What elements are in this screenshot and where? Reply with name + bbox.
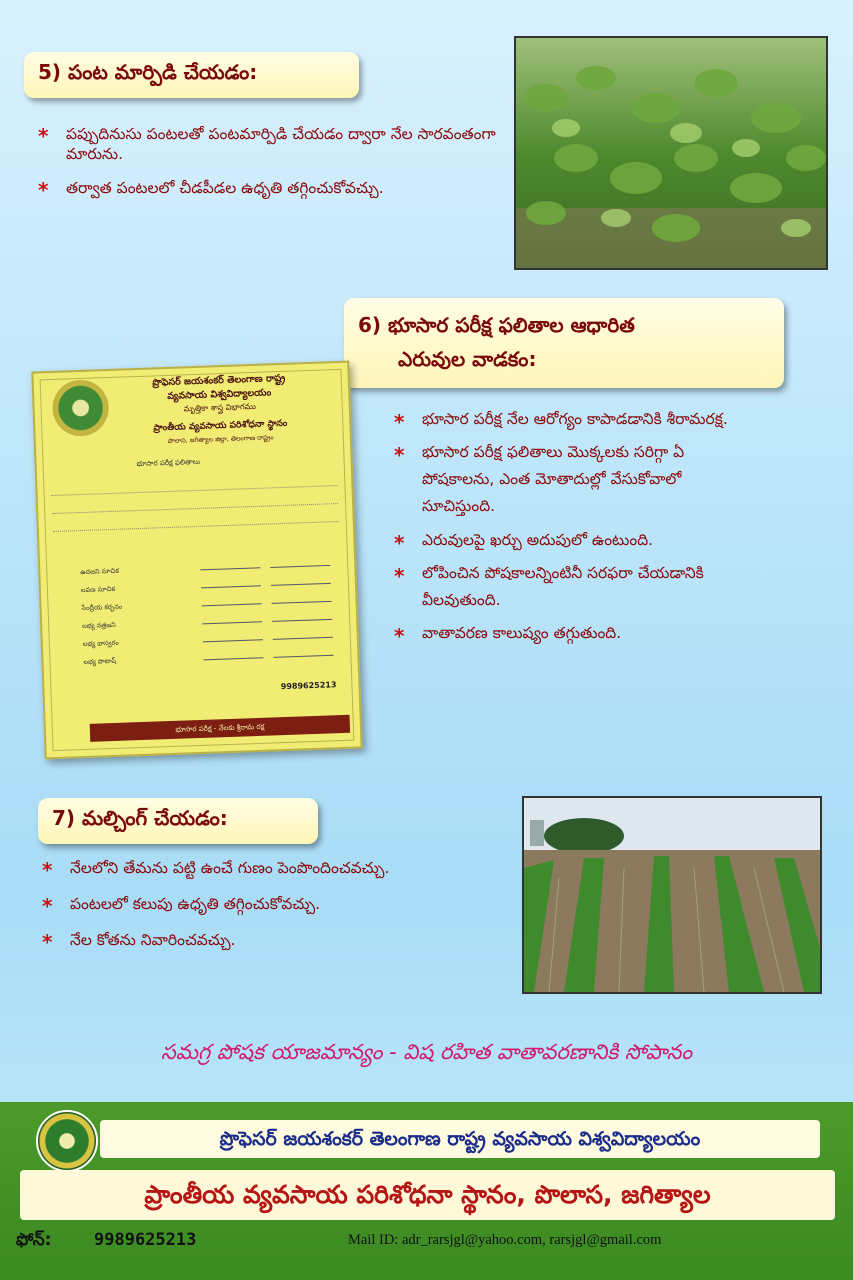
list-item: * భూసార పరీక్ష ఫలితాలు మొక్కలకు సరిగ్గా ఏ పోషకాలను, ఎంత మోతాదుల్లో వేసుకోవాలో సూచిస్తుంది. [394, 439, 744, 520]
card-title2: వ్యవసాయ విశ్వవిద్యాలయం [167, 387, 272, 402]
mulching-field-photo [522, 796, 822, 994]
section7-bullets [42, 858, 522, 966]
bullet-star-icon: * [42, 858, 53, 882]
pulse-crop-photo [514, 36, 828, 270]
card-address: పొలాస, జగిత్యాల జిల్లా, తెలంగాణ రాష్ట్రం [167, 433, 274, 445]
station-name: ప్రాంతీయ వ్యవసాయ పరిశోధనా స్థానం, పొలాస, జగిత్యాల [20, 1170, 835, 1220]
section5-heading-text: 5) పంట మార్పిడి చేయడం: [38, 60, 258, 84]
list-item: * వాతావరణ కాలుష్యం తగ్గుతుంది. [394, 620, 744, 647]
bullet-star-icon: * [394, 530, 405, 555]
card-station: ప్రాంతీయ వ్యవసాయ పరిశోధనా స్థానం [153, 418, 288, 434]
bullet-star-icon: * [394, 410, 405, 434]
footer-band [0, 1102, 853, 1280]
card-footer-band: భూసార పరీక్ష - నేలకు శ్రీరామ రక్ష [90, 715, 350, 742]
section7-heading [38, 798, 318, 844]
list-item: * లోపించిన పోషకాలన్నింటినీ సరఫరా చేయడానికి వీలవుతుంది. [394, 560, 744, 614]
list-item: * నేలలోని తేమను పట్టి ఉంచే గుణం పెంపొందించవచ్చు. [42, 858, 390, 882]
card-param: లభ్య నత్రజని [82, 620, 116, 631]
soil-test-card [31, 361, 362, 760]
section7-heading-text: 7) మల్చింగ్ చేయడం: [52, 806, 228, 830]
bullet-star-icon: * [38, 124, 49, 148]
list-item: * తర్వాత పంటలలో చీడపీడల ఉధృతి తగ్గించుకోవచ్చు. [38, 178, 384, 203]
list-item: * పంటలలో కలుపు ఉధృతి తగ్గించుకోవచ్చు. [42, 894, 321, 919]
section6-bullets [394, 406, 744, 653]
card-param: లవణ సూచిక [80, 584, 116, 595]
bullet-star-icon: * [394, 443, 405, 468]
bullet-star-icon: * [394, 563, 405, 588]
university-name: ప్రొఫెసర్ జయశంకర్ తెలంగాణ రాష్ట్ర వ్యవసాయ విశ్వవిద్యాలయం [100, 1120, 820, 1158]
card-param: లభ్య పొటాష్ [83, 656, 117, 667]
list-item: * ఎరువులపై ఖర్చు అదుపులో ఉంటుంది. [394, 527, 744, 554]
list-item: * నేల కోతను నివారించవచ్చు. [42, 930, 236, 955]
card-param: ఉదజని సూచిక [80, 566, 119, 577]
contact-row [0, 1228, 853, 1256]
bullet-star-icon: * [42, 894, 53, 919]
bullet-star-icon: * [38, 178, 49, 203]
card-phone: 9989625213 [280, 680, 337, 692]
list-item: * భూసార పరీక్ష నేల ఆరోగ్యం కాపాడడానికి శీరామరక్ష. [394, 406, 744, 433]
section6-heading-line1: 6) భూసార పరీక్ష ఫలితాల ఆధారిత [358, 313, 635, 337]
mail-ids[interactable]: Mail ID: adr_rarsjgl@yahoo.com, rarsjgl@gmail.com [348, 1232, 662, 1248]
mulching-field-image [524, 798, 820, 992]
card-param: సేంద్రీయ కర్బనం [81, 602, 123, 613]
list-item: * పప్పుదినుసు పంటలతో పంటమార్పిడి చేయడం ద్వారా నేల సారవంతంగా మారును. [38, 124, 496, 164]
university-emblem-icon [36, 1110, 98, 1172]
section5-heading [24, 52, 359, 98]
phone-number[interactable]: 9989625213 [94, 1230, 197, 1250]
card-param: లభ్య భాస్వరం [82, 638, 119, 649]
card-title1: ప్రొఫెసర్ జయశంకర్ తెలంగాణ రాష్ట్ర [152, 372, 286, 389]
bullet-star-icon: * [394, 623, 405, 648]
tagline: సమగ్ర పోషక యాజమాన్యం - విష రహిత వాతావరణానికి సోపానం [160, 1040, 693, 1064]
bullet-star-icon: * [42, 930, 53, 955]
section6-heading [344, 298, 784, 388]
section6-heading-line2: ఎరువుల వాడకం: [398, 347, 537, 371]
card-dept: మృత్తికా శాస్త్ర విభాగము [183, 401, 256, 414]
pulse-crop-image [516, 38, 826, 268]
card-heading: భూసార పరీక్ష ఫలితాలు [136, 457, 201, 469]
section5-bullets [38, 124, 508, 212]
card-value-lines [190, 553, 344, 668]
phone-label: ఫోన్: [16, 1230, 52, 1250]
